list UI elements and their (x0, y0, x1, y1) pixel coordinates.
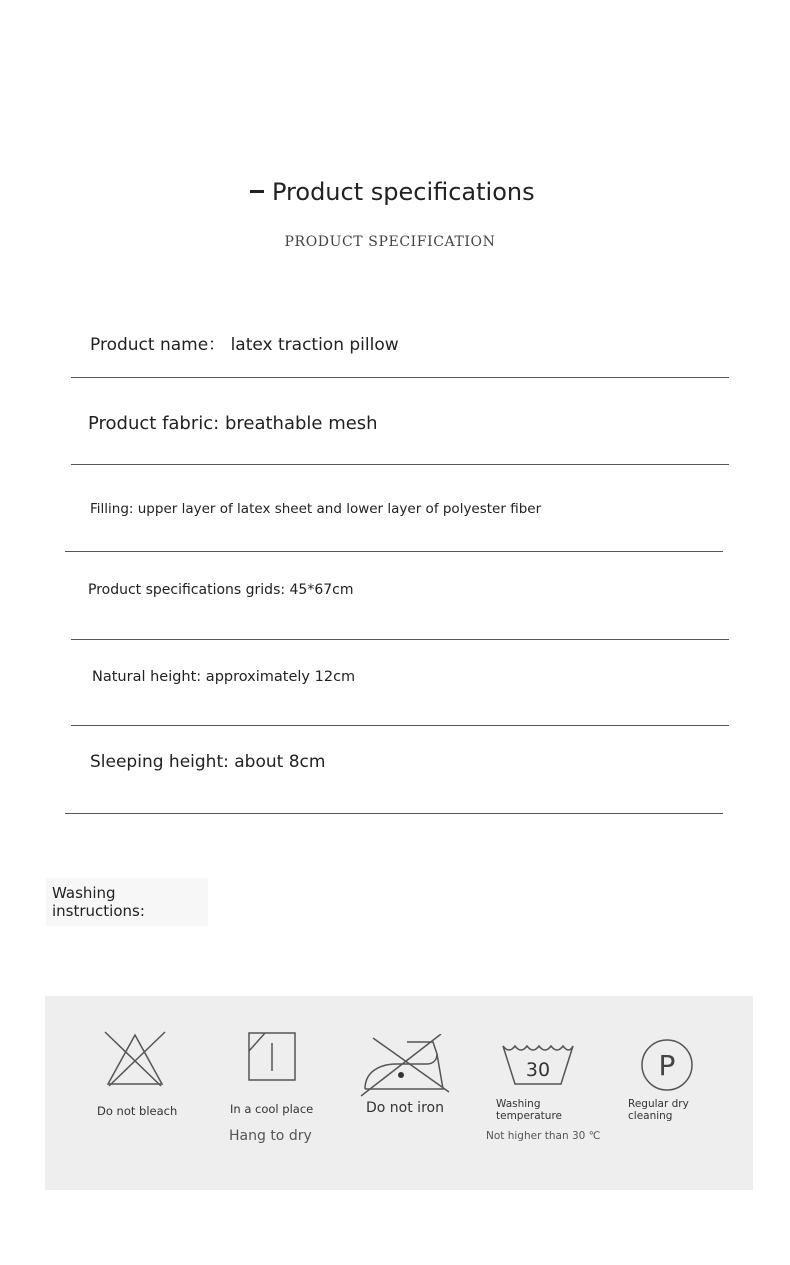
section-subheading: PRODUCT SPECIFICATION (284, 234, 496, 250)
dry-clean-symbol: P (658, 1049, 676, 1082)
dry-clean-label: Regular dry cleaning (628, 1098, 689, 1122)
no-bleach-icon (103, 1029, 167, 1089)
heading-dash (250, 190, 264, 193)
spec-product-fabric: Product fabric: breathable mesh (88, 413, 378, 434)
wash-temp-label: Washing temperature (496, 1098, 562, 1122)
dry-clean-icon (639, 1037, 695, 1093)
no-bleach-label: Do not bleach (97, 1104, 178, 1118)
divider (65, 813, 723, 814)
spec-product-name: Product name： latex traction pillow (90, 335, 399, 355)
divider (65, 551, 723, 552)
divider (71, 725, 729, 726)
hang-to-dry-label: Hang to dry (229, 1128, 312, 1144)
section-heading (250, 178, 535, 206)
wash-temp-note: Not higher than 30 ℃ (486, 1130, 601, 1142)
no-iron-icon (357, 1034, 453, 1100)
spec-sleeping-height: Sleeping height: about 8cm (90, 752, 326, 772)
divider (71, 377, 729, 378)
cool-place-label: In a cool place (230, 1102, 314, 1116)
no-iron-label: Do not iron (366, 1100, 444, 1116)
divider (71, 639, 729, 640)
divider (71, 464, 729, 465)
dry-in-shade-icon (247, 1031, 297, 1083)
wash-30-icon (501, 1040, 575, 1088)
washing-instructions-label: Washing instructions: (46, 878, 208, 926)
spec-filling: Filling: upper layer of latex sheet and lower layer of polyester fiber (90, 501, 542, 517)
spec-grids: Product specifications grids: 45*67cm (88, 582, 354, 598)
care-symbols-panel (45, 996, 753, 1190)
wash-temp-value: 30 (525, 1059, 551, 1081)
heading-text: Product specifications (272, 178, 535, 206)
spec-natural-height: Natural height: approximately 12cm (92, 669, 356, 685)
